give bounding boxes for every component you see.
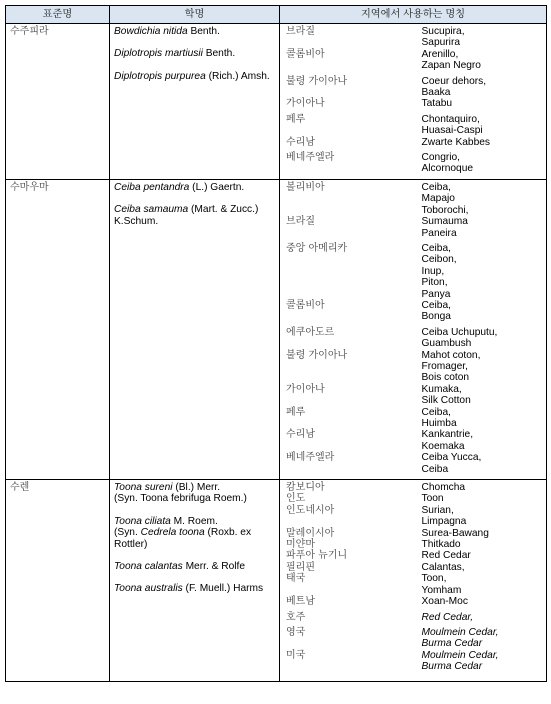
region-cell <box>280 24 418 180</box>
local-name: Inup, <box>421 265 445 277</box>
region-name: 불령 가이아나 <box>286 75 348 87</box>
region-name: 파푸아 뉴기니 <box>286 550 348 562</box>
header-local-names: 지역에서 사용하는 명칭 <box>280 6 547 24</box>
local-name: Moulmein Cedar, <box>421 649 499 661</box>
local-name: Zwarte Kabbes <box>421 136 491 148</box>
synonym: (Roxb. ex Rottler) <box>114 527 252 550</box>
local-name: Mapajo <box>421 193 455 205</box>
scientific-name-author: M. Roem. <box>170 515 218 527</box>
scientific-name-author: Benth. <box>202 48 236 60</box>
local-name: Red Cedar <box>421 550 471 562</box>
local-name: Kankantrie, <box>421 429 474 441</box>
standard-name: 수마우마 <box>10 181 49 193</box>
scientific-name-italic: Toona calantas <box>114 561 183 573</box>
local-name: Bonga <box>421 311 451 323</box>
standard-name: 수렌 <box>10 482 30 494</box>
standard-name: 수주피라 <box>10 26 49 37</box>
local-name: Burma Cedar <box>421 638 483 650</box>
local-name: Piton, <box>421 277 448 289</box>
local-name: Silk Cotton <box>421 395 471 407</box>
local-name: Huasai-Caspi <box>421 125 483 137</box>
local-names-cell <box>418 179 547 479</box>
region-name: 브라질 <box>286 26 315 37</box>
region-name: 필리핀 <box>286 561 315 573</box>
local-name: Sucupira, <box>421 26 465 37</box>
region-name: 인도네시아 <box>286 504 335 516</box>
standard-name-cell <box>6 179 110 479</box>
scientific-name-italic: Ceiba samauma <box>114 204 189 216</box>
local-name: Mahot coton, <box>421 349 481 361</box>
scientific-name-italic: Diplotropis purpurea <box>114 70 206 82</box>
scientific-name <box>114 583 276 594</box>
scientific-name-italic: Toona australis <box>114 583 183 595</box>
local-name: Surian, <box>421 504 454 516</box>
scientific-name-cell <box>110 24 280 180</box>
local-name: Red Cedar, <box>421 611 474 623</box>
local-name: Congrio, <box>421 152 461 164</box>
scientific-name-author: (Bl.) Merr. <box>172 482 221 494</box>
local-name: Chomcha <box>421 482 466 494</box>
scientific-name-author: (Rich.) Amsh. <box>205 70 270 82</box>
scientific-name-italic: Diplotropis martiusii <box>114 48 203 60</box>
standard-name-cell <box>6 24 110 180</box>
local-name: Tatabu <box>421 98 453 110</box>
local-name: Ceiba, <box>421 181 451 193</box>
local-name: Burma Cedar <box>421 661 483 673</box>
local-name: Ceiba, <box>421 299 451 311</box>
table-row <box>6 24 547 180</box>
region-name: 가이아나 <box>286 98 325 110</box>
region-cell <box>280 179 418 479</box>
region-name: 수리남 <box>286 429 315 441</box>
local-name: Koemaka <box>421 440 465 452</box>
header-row <box>6 6 547 24</box>
region-cell <box>280 480 418 682</box>
local-name: Limpagna <box>421 516 467 528</box>
region-name: 베네주엘라 <box>286 452 335 464</box>
region-name: 에쿠아도르 <box>286 326 335 338</box>
scientific-name-author: (L.) Gaertn. <box>189 181 245 193</box>
region-name: 가이아나 <box>286 383 325 395</box>
scientific-name <box>114 482 276 505</box>
region-name: 태국 <box>286 573 306 585</box>
local-name: Alcornoque <box>421 163 474 175</box>
region-name: 호주 <box>286 611 306 623</box>
region-name: 콜롬비아 <box>286 299 325 311</box>
region-name: 페루 <box>286 406 306 418</box>
region-name: 영국 <box>286 626 306 638</box>
synonym: (Syn. <box>114 527 141 539</box>
scientific-name-italic: Bowdichia nitida <box>114 26 188 37</box>
local-name: Toborochi, <box>421 204 469 216</box>
standard-name-cell <box>6 480 110 682</box>
local-names-cell <box>418 480 547 682</box>
local-name: Thitkado <box>421 539 461 551</box>
region-name: 불령 가이아나 <box>286 349 348 361</box>
local-name: Ceiba Yucca, <box>421 452 482 464</box>
scientific-name <box>114 71 276 82</box>
local-name: Paneira <box>421 227 457 239</box>
table-row <box>6 179 547 479</box>
region-name: 수리남 <box>286 136 315 148</box>
scientific-name <box>114 561 276 572</box>
local-names-cell <box>418 24 547 180</box>
local-name: Ceiba <box>421 463 449 475</box>
scientific-name <box>114 182 276 193</box>
local-name: Yomham <box>421 584 462 596</box>
table-row <box>6 480 547 682</box>
local-name: Ceiba Uchuputu, <box>421 326 498 338</box>
scientific-name-author: Merr. & Rolfe <box>182 561 246 573</box>
local-name: Sapurira <box>421 37 461 49</box>
local-name: Panya <box>421 288 451 300</box>
local-name: Guambush <box>421 338 472 350</box>
local-name: Coeur dehors, <box>421 75 487 87</box>
local-name: Zapan Negro <box>421 60 481 72</box>
scientific-name-italic: Ceiba pentandra <box>114 181 190 193</box>
region-name: 브라질 <box>286 216 315 228</box>
scientific-name <box>114 48 276 59</box>
scientific-name <box>114 516 276 550</box>
local-name: Surea-Bawang <box>421 527 489 539</box>
scientific-name-italic: Toona sureni <box>114 482 173 494</box>
synonym: (Syn. Toona febrifuga Roem.) <box>114 493 247 505</box>
local-name: Calantas, <box>421 561 465 573</box>
local-name: Ceibon, <box>421 254 457 266</box>
species-table <box>5 5 547 682</box>
local-name: Bois coton <box>421 372 470 384</box>
region-name: 콜롬비아 <box>286 48 325 60</box>
local-name: Toon <box>421 493 444 505</box>
local-name: Moulmein Cedar, <box>421 626 499 638</box>
scientific-name <box>114 26 276 37</box>
local-name: Ceiba, <box>421 242 451 254</box>
local-name: Kumaka, <box>421 383 462 395</box>
local-name: Huimba <box>421 418 457 429</box>
region-name: 중앙 아메리카 <box>286 242 348 254</box>
local-name: Toon, <box>421 573 447 585</box>
region-name: 베네주엘라 <box>286 152 335 164</box>
local-name: Ceiba, <box>421 406 451 418</box>
scientific-name-cell <box>110 179 280 479</box>
local-name: Chontaquiro, <box>421 113 480 125</box>
local-name: Baaka <box>421 87 451 99</box>
region-name: 인도 <box>286 493 306 505</box>
scientific-name-author: Benth. <box>187 26 220 37</box>
local-name: Fromager, <box>421 360 468 372</box>
header-standard-name: 표준명 <box>6 6 110 24</box>
local-name: Xoan-Moc <box>421 596 468 608</box>
region-name: 미얀마 <box>286 539 315 551</box>
scientific-name-cell <box>110 480 280 682</box>
local-name: Sumauma <box>421 216 468 228</box>
scientific-name-italic: Toona ciliata <box>114 515 171 527</box>
local-name: Arenillo, <box>421 48 459 60</box>
synonym: Cedrela toona <box>140 527 205 539</box>
region-name: 미국 <box>286 649 306 661</box>
scientific-name-author: (Mart. & Zucc.) K.Schum. <box>114 204 259 227</box>
region-name: 말레이시아 <box>286 527 335 539</box>
scientific-name <box>114 204 276 227</box>
header-scientific-name: 학명 <box>110 6 280 24</box>
region-name: 캄보디아 <box>286 482 325 494</box>
region-name: 볼리비아 <box>286 181 325 193</box>
scientific-name-author: (F. Muell.) Harms <box>182 583 264 595</box>
region-name: 페루 <box>286 113 306 125</box>
region-name: 베트남 <box>286 596 315 608</box>
